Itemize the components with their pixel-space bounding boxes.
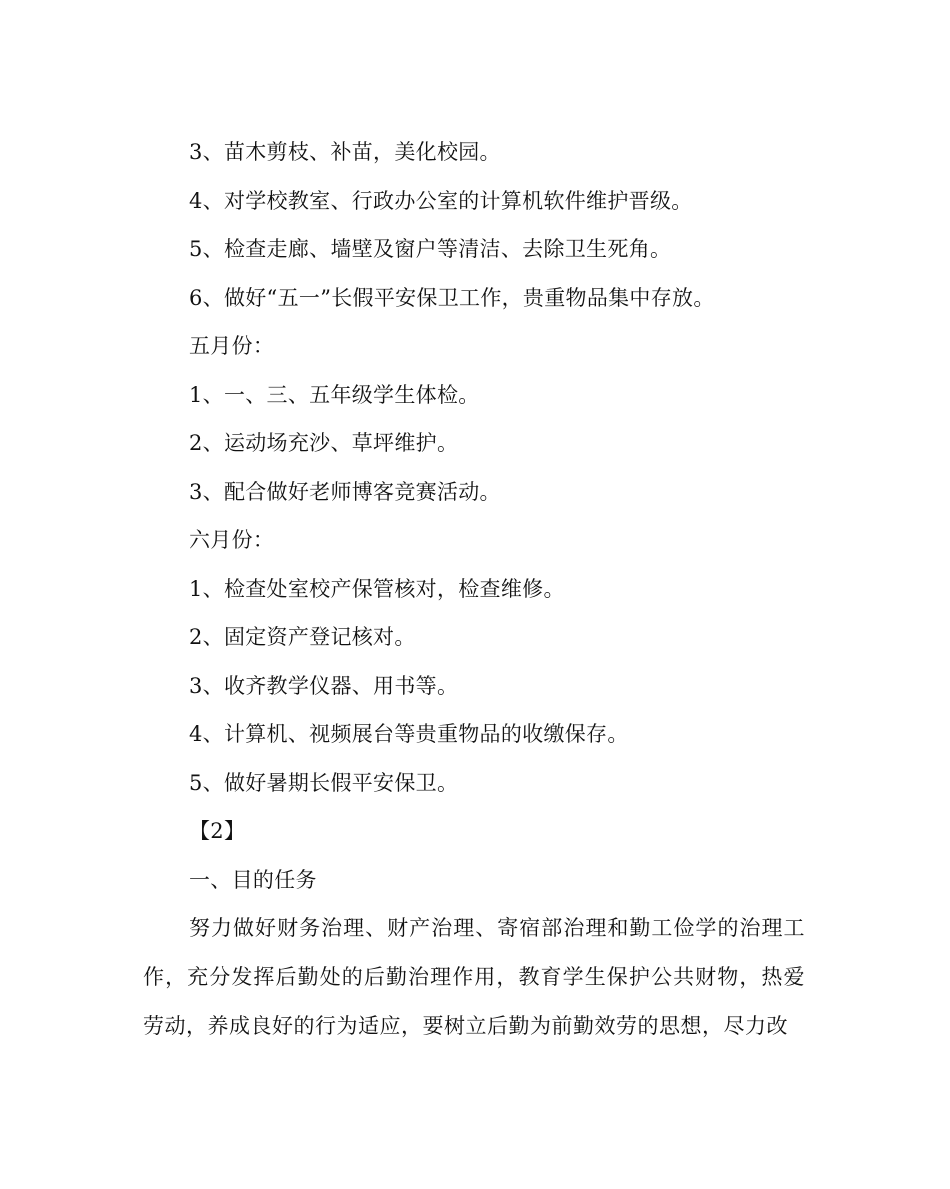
- list-item-blog-contest: 3、配合做好老师博客竞赛活动。: [189, 479, 501, 504]
- list-item-asset-registry: 2、固定资产登记核对。: [189, 625, 416, 649]
- list-item-inspection: 1、检查处室校产保管核对，检查维修。: [189, 576, 565, 601]
- list-item-cleaning: 5、检查走廊、墙壁及窗户等清洁、去除卫生死角。: [189, 237, 672, 261]
- list-item-valuables-storage: 4、计算机、视频展台等贵重物品的收缴保存。: [189, 722, 629, 746]
- section-marker-2: 【2】: [189, 819, 246, 843]
- list-item-collect-instruments: 3、收齐教学仪器、用书等。: [189, 673, 459, 698]
- list-item-summer-security: 5、做好暑期长假平安保卫。: [189, 770, 459, 795]
- list-item-sports-field: 2、运动场充沙、草坪维护。: [189, 431, 459, 455]
- section-heading-may: 五月份：: [189, 334, 275, 358]
- list-item-software-upgrade: 4、对学校教室、行政办公室的计算机软件维护晋级。: [189, 188, 693, 213]
- body-paragraph: 努力做好财务治理、财产治理、寄宿部治理和勤工俭学的治理工作，充分发挥后勤处的后勤治理作用，教育学生保护公共财物，热爱劳动，养成良好的行为适应，要树立后勤为前勤效劳的思想，尽力改: [143, 916, 805, 1038]
- list-item-pruning: 3、苗木剪枝、补苗，美化校园。: [189, 140, 501, 164]
- list-item-holiday-security: 6、做好“五一”长假平安保卫工作，贵重物品集中存放。: [189, 285, 715, 310]
- list-item-health-check: 1、一、三、五年级学生体检。: [189, 382, 480, 407]
- section-heading-june: 六月份：: [189, 528, 275, 552]
- document-body: [143, 128, 805, 1051]
- section-heading-goals: 一、目的任务: [189, 867, 317, 892]
